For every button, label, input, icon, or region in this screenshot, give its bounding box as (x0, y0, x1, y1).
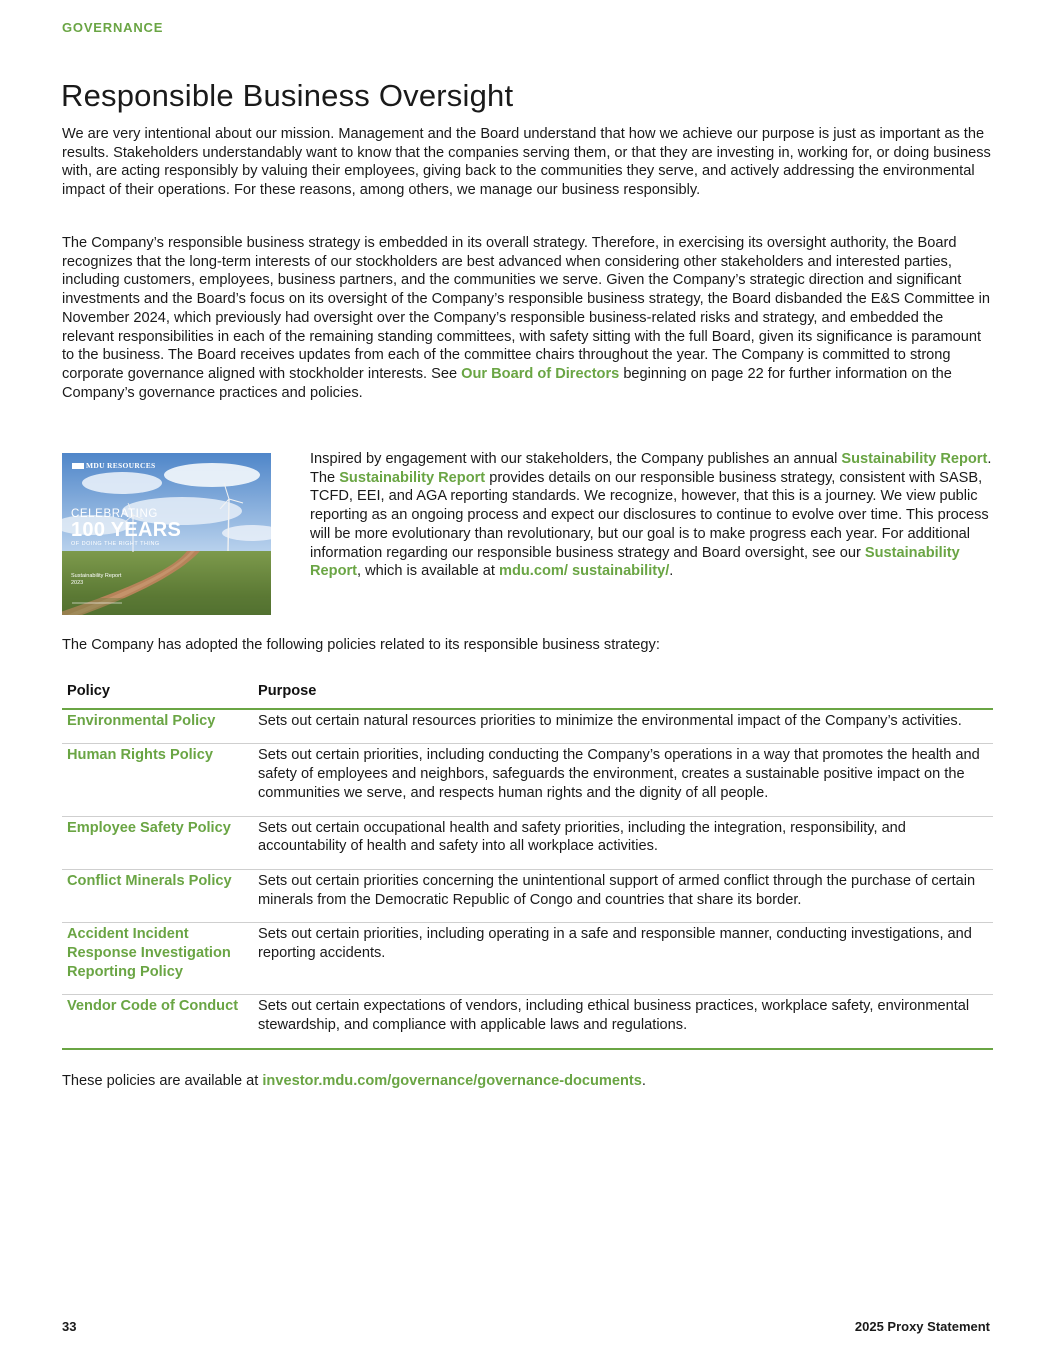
strategy-paragraph (62, 234, 996, 402)
sustainability-report-link[interactable]: Sustainability Report (339, 469, 486, 486)
policy-name-link[interactable]: Accident Incident Response Investigation Reporting Policy (62, 923, 253, 995)
policy-purpose: Sets out certain occupational health and safety priorities, including the integration, responsibility, and accountability of health and safety into all workplace activities. (253, 816, 993, 869)
cover-years: 100 YEARS (71, 519, 182, 541)
column-header-policy: Policy (62, 680, 253, 709)
table-row (62, 869, 993, 922)
cover-brand-logo: MDU RESOURCES (72, 461, 156, 470)
sustainability-url-link[interactable]: mdu.com/ sustainability/ (499, 563, 670, 580)
policy-purpose: Sets out certain expectations of vendors, including ethical business practices, workplace safety, environmental stewardship, and compliance with applicable laws and regulations. (253, 995, 993, 1049)
table-header-row (62, 680, 993, 709)
sustainability-report-link[interactable]: Sustainability Report (841, 451, 988, 467)
policy-name-link[interactable]: Employee Safety Policy (62, 816, 253, 869)
column-header-purpose: Purpose (253, 680, 993, 709)
governance-documents-link[interactable]: investor.mdu.com/governance/governance-documents (262, 1073, 642, 1089)
strategy-text: The Company’s responsible business strategy is embedded in its overall strategy. Therefore, in exercising its oversight authority, the Board recognizes that the long-term interests of our stockholders are best advanced when considering other stakeholders and interested parties, including customers, employees, business partners, and the communities we serve. Given the Company’s strategic direction and significant investments and the Board’s focus on its oversight of the Company’s responsible business strategy, the Board disbanded the E&S Committee in November 2024, which previously had oversight over the Company’s responsible business-related risks and strategy, and embedded the relevant responsibilities in each of the remaining standing committees, with safety sitting with the full Board, given its significance is paramount to the business. The Board receives updates from each of the committee chairs throughout the year. The Company is committed to strong corporate governance aligned with stockholder interests. See (62, 235, 991, 382)
sustainability-report-cover (62, 453, 271, 615)
policy-purpose: Sets out certain priorities concerning the unintentional support of armed conflict through the purchase of certain minerals from the Democratic Republic of Congo and countries that share its border. (253, 869, 993, 922)
table-row (62, 923, 993, 995)
cover-tagline: OF DOING THE RIGHT THING (71, 541, 160, 547)
table-row (62, 744, 993, 816)
policy-name-link[interactable]: Human Rights Policy (62, 744, 253, 816)
sustainability-paragraph: Inspired by engagement with our stakeholders, the Company publishes an annual Sustainability Report. The Sustainability Report provides details on our responsible business strategy, consistent with SASB, TCFD, EEI, and AGA reporting standards. We recognize, however, that this is a journey. We view public reporting as an ongoing process and expect our disclosures to continue to evolve over time. This process will be more evolutionary than revolutionary, but our goal is to make progress each year. For additional information regarding our responsible business strategy and Board oversight, see our Sustainability Report, which is available at mdu.com/ sustainability/. (310, 451, 992, 580)
policies-table (62, 680, 993, 1050)
closing-paragraph: These policies are available at investor.mdu.com/governance/governance-documents. (62, 1073, 646, 1089)
policy-purpose: Sets out certain natural resources priorities to minimize the environmental impact of the Company’s activities. (253, 709, 993, 744)
policy-purpose: Sets out certain priorities, including conducting the Company’s operations in a way that promotes the health and safety of employees and neighbors, safeguards the environment, creates a sustainable positive impact on the communities we serve, and respects human rights and the dignity of all people. (253, 744, 993, 816)
board-of-directors-link[interactable]: Our Board of Directors (461, 365, 620, 382)
policy-name-link[interactable]: Vendor Code of Conduct (62, 995, 253, 1049)
section-label: GOVERNANCE (62, 20, 164, 35)
policy-name-link[interactable]: Environmental Policy (62, 709, 253, 744)
policy-purpose: Sets out certain priorities, including operating in a safe and responsible manner, conducting investigations, and reporting accidents. (253, 923, 993, 995)
page-title: Responsible Business Oversight (61, 78, 514, 113)
page-number: 33 (62, 1319, 77, 1334)
table-row (62, 816, 993, 869)
table-row (62, 709, 993, 744)
sustainability-report-link[interactable]: Sustainability Report (310, 544, 960, 580)
intro-paragraph: We are very intentional about our mission. Management and the Board understand that how we achieve our purpose is just as important as the results. Stakeholders understandably want to know that the companies serving them, or that they are investing in, working for, or doing business with, are acting responsibly by valuing their employees, giving back to the communities they serve, and actively addressing the environmental impact of their operations. For these reasons, among others, we manage our business responsibly. (62, 126, 991, 199)
document-title: 2025 Proxy Statement (854, 1319, 990, 1334)
cover-celebrating: CELEBRATING (71, 508, 158, 520)
policy-name-link[interactable]: Conflict Minerals Policy (62, 869, 253, 922)
table-row (62, 995, 993, 1049)
policies-intro: The Company has adopted the following policies related to its responsible business strategy: (62, 637, 660, 653)
strategy-text-end: beginning on page 22 for further information on the Company’s governance practices and policies. (62, 365, 952, 401)
cover-report-label: Sustainability Report 2023 (71, 573, 122, 586)
